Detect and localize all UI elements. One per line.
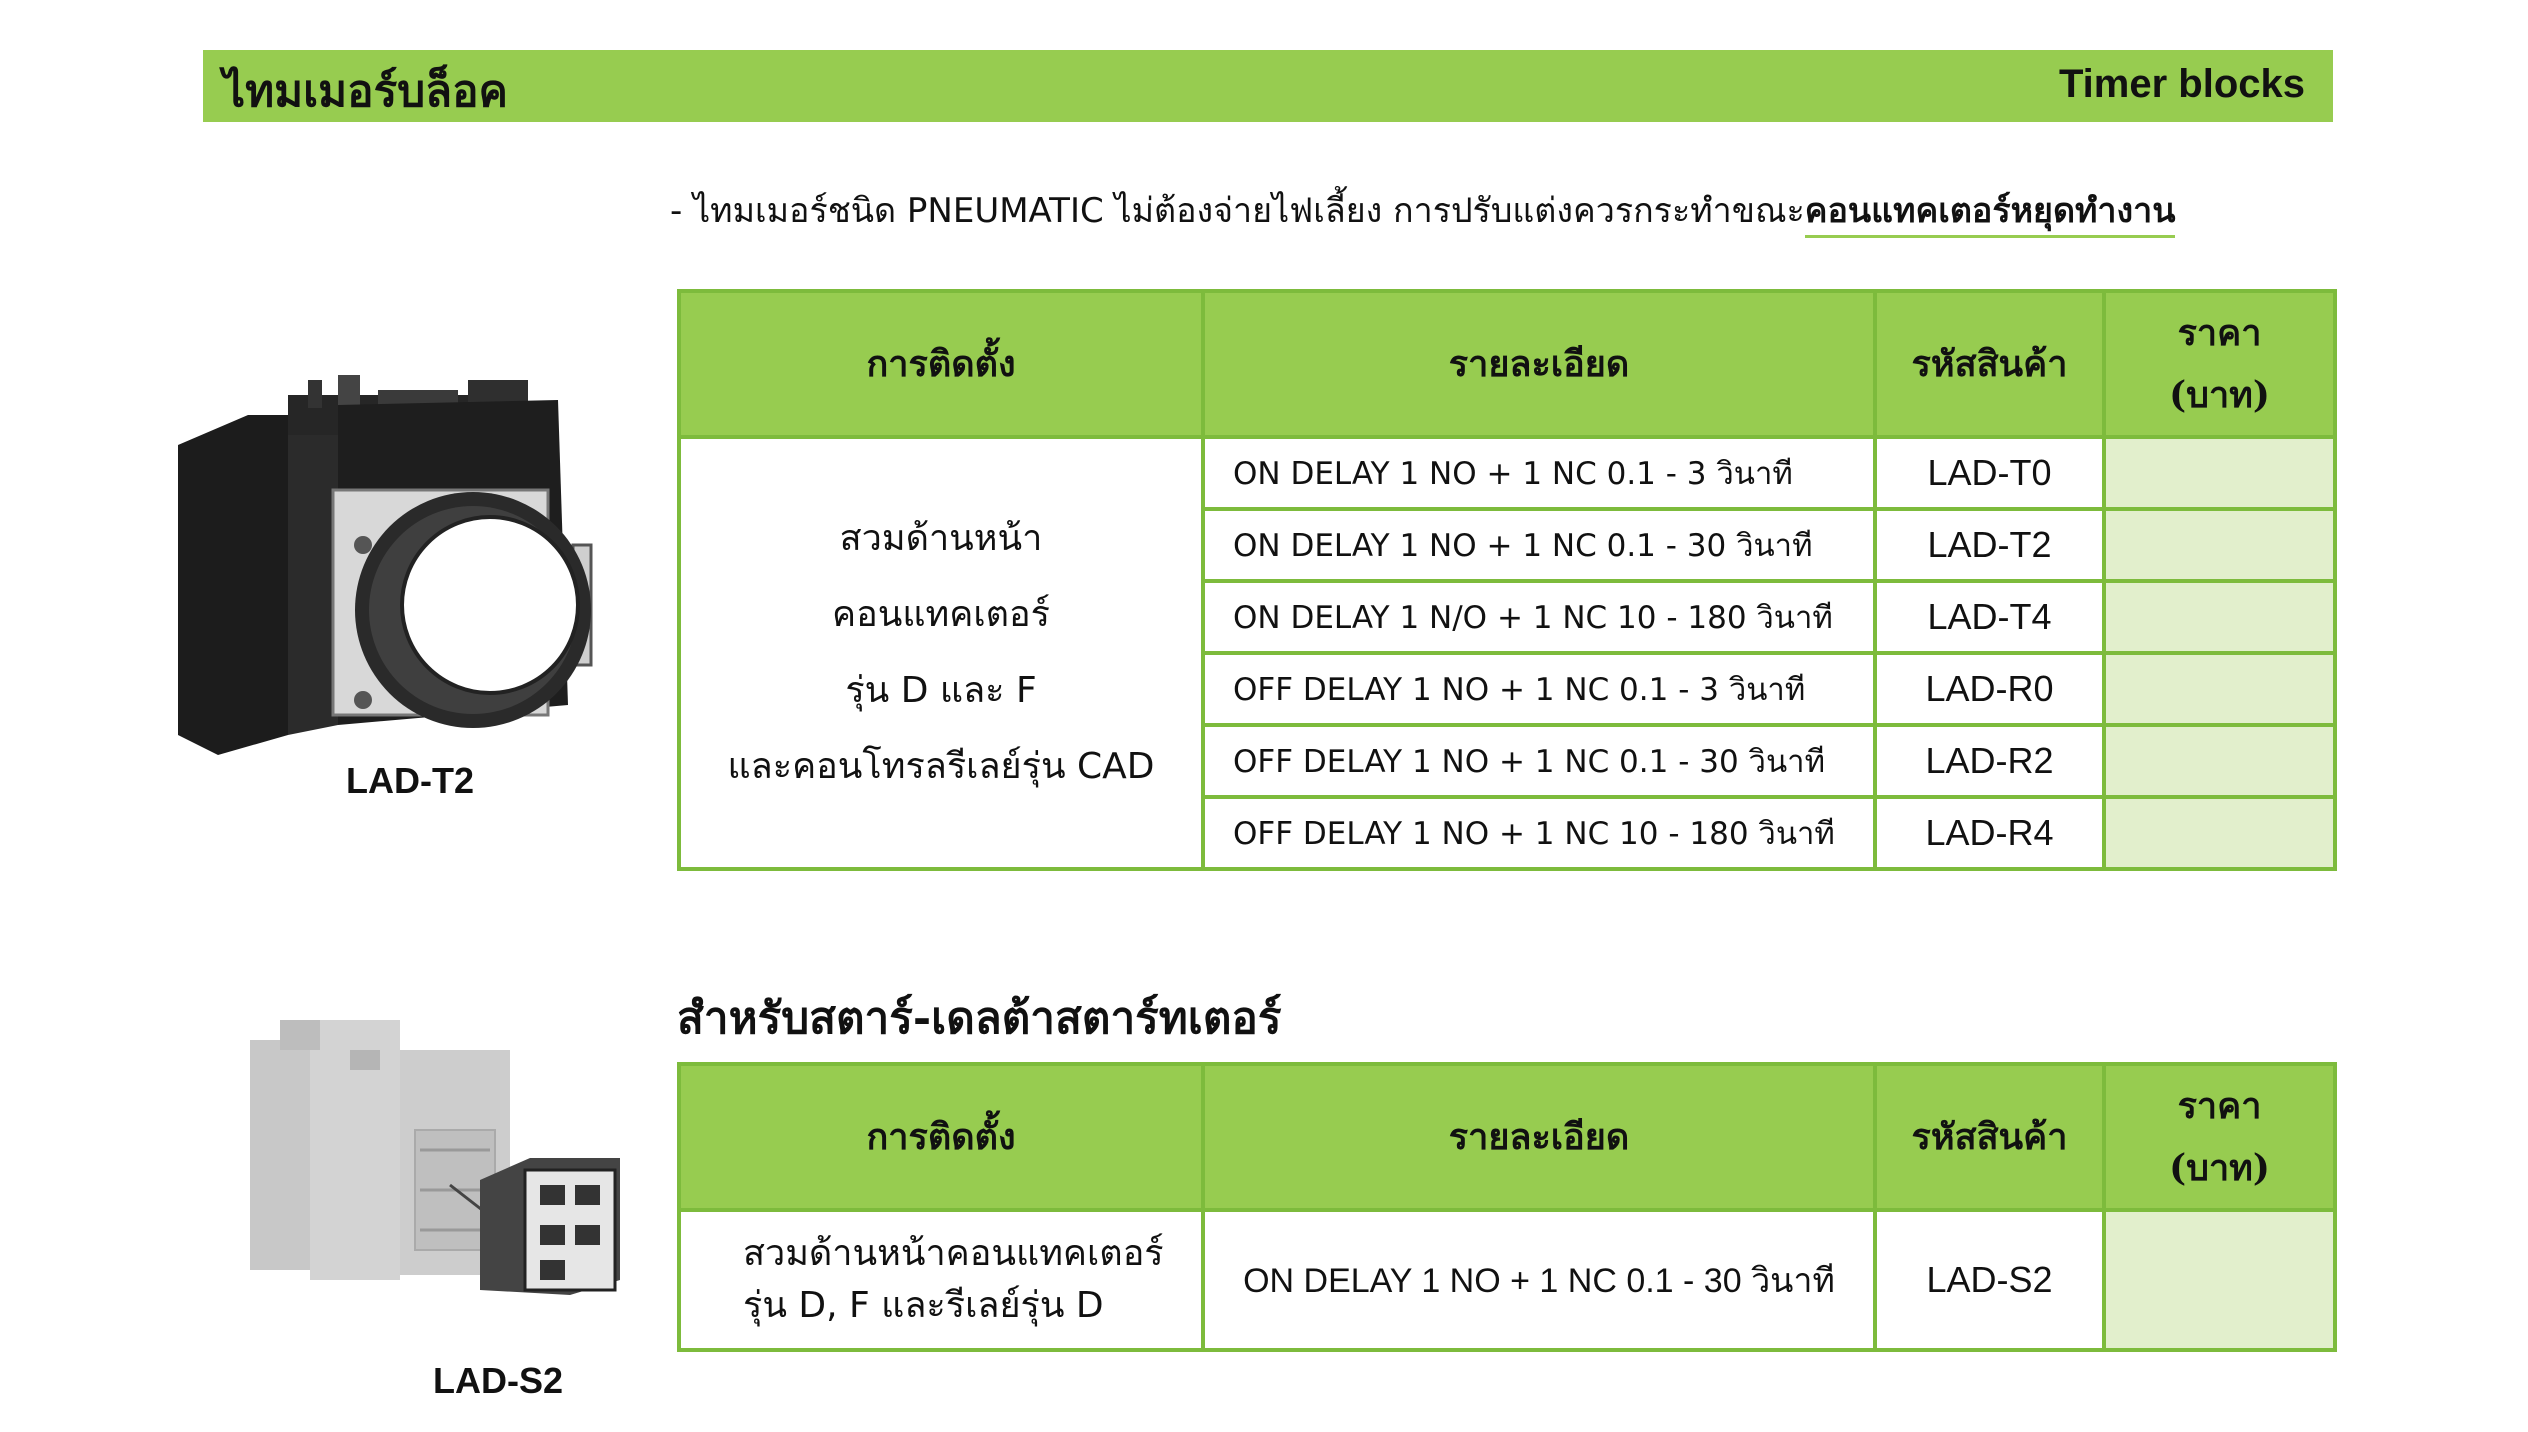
table-header-row — [679, 1064, 2335, 1210]
star-delta-table — [677, 1062, 2337, 1352]
timer-block-table — [677, 289, 2337, 871]
price-cell — [2104, 653, 2335, 725]
price-cell — [2104, 797, 2335, 869]
note-emphasis: คอนแทคเตอร์หยุดทำงาน — [1805, 191, 2176, 238]
page-title-thai: ไทมเมอร์บล็อค — [223, 66, 508, 117]
mount-line: รุ่น D, F และรีเลย์รุ่น D — [743, 1285, 1104, 1326]
header-code: รหัสสินค้า — [1875, 1064, 2104, 1210]
header-price — [2104, 1064, 2335, 1210]
code-cell: LAD-R2 — [1875, 725, 2104, 797]
price-cell — [2104, 1210, 2335, 1350]
mount-line: รุ่น D และ F — [845, 670, 1037, 711]
header-detail: รายละเอียด — [1203, 1064, 1875, 1210]
table-row — [679, 1210, 2335, 1350]
price-cell — [2104, 725, 2335, 797]
header-price — [2104, 291, 2335, 437]
table-row — [679, 437, 2335, 509]
price-cell — [2104, 581, 2335, 653]
star-delta-timer-image — [240, 1010, 630, 1310]
mount-cell — [679, 1210, 1203, 1350]
header-price-line1: ราคา — [2177, 1085, 2262, 1127]
note-line — [670, 183, 2175, 237]
price-cell — [2104, 509, 2335, 581]
mount-line: สวมด้านหน้าคอนแทคเตอร์ — [743, 1233, 1164, 1274]
product-label-lad-t2: LAD-T2 — [346, 760, 474, 801]
mount-cell — [679, 437, 1203, 869]
product-label-lad-s2: LAD-S2 — [433, 1360, 564, 1401]
header-price-line2: (บาท) — [2169, 1147, 2270, 1189]
header-detail: รายละเอียด — [1203, 291, 1875, 437]
detail-cell: ON DELAY 1 NO + 1 NC 0.1 - 3 วินาที — [1203, 437, 1875, 509]
mount-line: และคอนโทรลรีเลย์รุ่น CAD — [727, 746, 1155, 787]
section-title-star-delta: สำหรับสตาร์-เดลต้าสตาร์ทเตอร์ — [677, 993, 1282, 1044]
page-title-english: Timer blocks — [2058, 62, 2305, 106]
timer-block-image — [178, 375, 628, 755]
header-mount: การติดตั้ง — [679, 291, 1203, 437]
detail-cell: ON DELAY 1 NO + 1 NC 0.1 - 30 วินาที — [1203, 1210, 1875, 1350]
detail-cell: ON DELAY 1 N/O + 1 NC 10 - 180 วินาที — [1203, 581, 1875, 653]
mount-line: สวมด้านหน้า — [839, 518, 1043, 559]
code-cell: LAD-R4 — [1875, 797, 2104, 869]
code-cell: LAD-T2 — [1875, 509, 2104, 581]
mount-line: คอนแทคเตอร์ — [832, 594, 1050, 635]
price-cell — [2104, 437, 2335, 509]
header-bar — [203, 50, 2333, 122]
code-cell: LAD-T4 — [1875, 581, 2104, 653]
code-cell: LAD-R0 — [1875, 653, 2104, 725]
header-mount: การติดตั้ง — [679, 1064, 1203, 1210]
header-price-line1: ราคา — [2177, 312, 2262, 354]
detail-cell: OFF DELAY 1 NO + 1 NC 10 - 180 วินาที — [1203, 797, 1875, 869]
detail-cell: OFF DELAY 1 NO + 1 NC 0.1 - 30 วินาที — [1203, 725, 1875, 797]
table-header-row — [679, 291, 2335, 437]
detail-cell: OFF DELAY 1 NO + 1 NC 0.1 - 3 วินาที — [1203, 653, 1875, 725]
code-cell: LAD-T0 — [1875, 437, 2104, 509]
header-price-line2: (บาท) — [2169, 374, 2270, 416]
detail-cell: ON DELAY 1 NO + 1 NC 0.1 - 30 วินาที — [1203, 509, 1875, 581]
code-cell: LAD-S2 — [1875, 1210, 2104, 1350]
note-prefix: - ไทมเมอร์ชนิด PNEUMATIC ไม่ต้องจ่ายไฟเลี้ยง การปรับแต่งควรกระทำขณะ — [670, 191, 1805, 231]
header-code: รหัสสินค้า — [1875, 291, 2104, 437]
